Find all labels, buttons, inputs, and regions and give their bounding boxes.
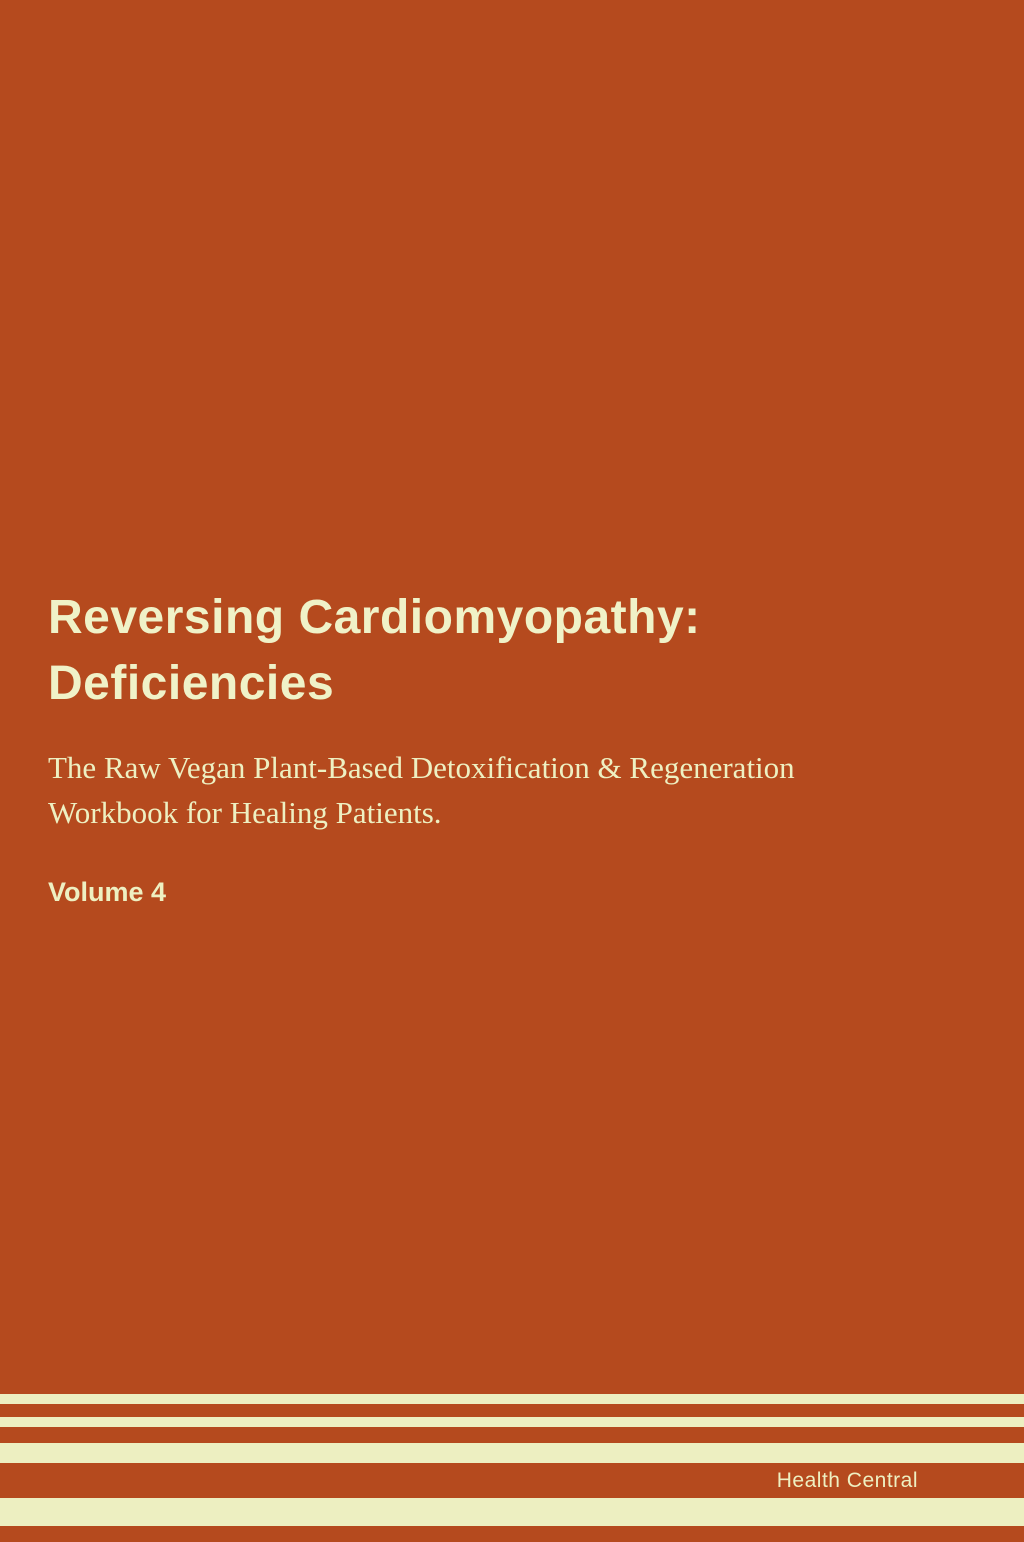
publisher-band [0,1463,1024,1498]
footer-stripe-1 [0,1394,1024,1404]
publisher-name: Health Central [776,1468,918,1492]
footer-stripe-4 [0,1498,1024,1526]
book-subtitle: The Raw Vegan Plant-Based Detoxification & Regeneration Workbook for Healing Patients. [48,750,795,830]
footer-stripe-2 [0,1417,1024,1427]
cover-text-block [48,585,978,908]
book-title [48,585,978,717]
book-title-line2: Deficiencies [48,657,335,710]
volume-label: Volume 4 [48,877,167,907]
footer-stripe-3 [0,1443,1024,1463]
book-title-line1: Reversing Cardiomyopathy: [48,591,701,644]
